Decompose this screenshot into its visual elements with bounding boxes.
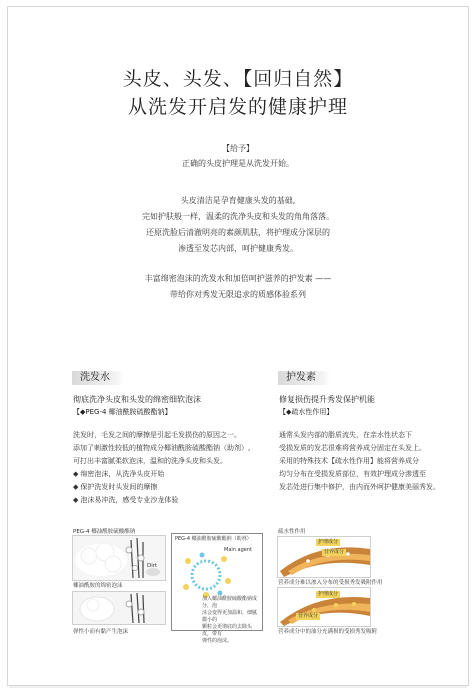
care-ingredient-label-c: 护理成分 <box>318 591 339 597</box>
conditioner-body-line: 通常头发内部的脂质流失，在亲水性状态下 <box>279 431 412 439</box>
intro-p1-line: 完如护肤般一样，温柔的洗净头皮和头发的角角落落。 <box>142 212 334 221</box>
intro-p1-line: 还原洗脸后清澈明亮的素颜肌肤，将护理成分深层的 <box>146 228 330 237</box>
foam-figure-title: PEG-4 椰油酰胺硫酸酯钠 <box>73 529 136 535</box>
conditioner-heading: 修复损伤提升秀发保护机能 <box>279 395 375 404</box>
shampoo-bullet: ◆ 泡沫易冲洗，感受专业沙龙体验 <box>73 494 268 507</box>
detail-title: PEG-4 椰油酰胺硫酸酯钠（助剂） <box>175 536 252 542</box>
intro-tag: 【给予】 <box>222 144 254 153</box>
peg4-detail-box <box>171 533 263 644</box>
page-title-line2: 从洗发开启发的健康护理 <box>127 96 348 118</box>
intro-p1-line: 头皮清洁是孕育健康头发的基础, <box>180 196 296 205</box>
foam-illustration <box>73 536 165 580</box>
intro-p2-line: 丰富绵密泡沫的洗发水和加倍呵护滋养的护发素 —— <box>144 274 332 283</box>
conditioner-column <box>279 393 459 494</box>
nutrient-label-d: 营养成分 <box>298 613 319 619</box>
conditioner-section-tab: 护发素 <box>278 371 330 385</box>
conditioner-body-line: 发芯处进行集中修护，由内而外呵护健康美丽秀发。 <box>279 483 440 491</box>
intro-p2-line: 带给你对秀发无限追求的质感体验系列 <box>170 290 306 299</box>
shampoo-body-line: 添加了刺激性较低的植物成分椰油酰胺硫酸酯钠（助剂）, <box>73 444 251 452</box>
shampoo-body-line: 洗发时，毛发之间的摩擦是引起毛发损伤的原因之一。 <box>73 431 241 439</box>
shampoo-ingredient: 【◆PEG-4 椰油酰胺硫酸酯钠】 <box>73 408 172 416</box>
care-ingredient-label-a: 护理成分 <box>318 539 339 545</box>
detail-text-line: 加入椰油酰胺硫酸酯钠成分，泡 <box>202 596 258 609</box>
foam-photo-2 <box>72 591 166 625</box>
conditioner-body-line: 采用的特殊技术【疏水性作用】能将营养成分 <box>279 457 419 465</box>
detail-text-line: 弹性的泡沫。 <box>202 638 233 644</box>
conditioner-body-line: 受损发质的发芯很难将营养成分固定在头发上。 <box>279 444 426 452</box>
micelle-diagram <box>178 549 234 599</box>
hair-caption-1: 营养成分难以渗入分布的受损秀发吸附作用 <box>278 580 383 586</box>
shampoo-bullet: ◆ 保护洗发时头发间的摩擦 <box>73 481 268 494</box>
shampoo-bullet: ◆ 绵密泡沫，从洗净头皮开始 <box>73 468 268 481</box>
detail-text-line: 颗粒会更彻底的去除头皮，带有 <box>202 624 253 637</box>
shampoo-column <box>73 393 268 507</box>
foam-hand-illustration <box>73 592 165 624</box>
detail-text-block <box>202 596 260 645</box>
shampoo-heading: 彻底洗净头皮和头发的绵密细软泡沫 <box>73 395 201 404</box>
foam-caption-2: 弹性小而有黏产生泡沫 <box>73 629 129 635</box>
dirt-label: Dirt <box>147 563 158 569</box>
intro-lead: 正确的头皮护理是从洗发开始。 <box>182 159 294 168</box>
main-agent-label: Main agent <box>224 547 252 553</box>
detail-text-line: 沫会变得更加温和，细腻微小的 <box>202 610 258 623</box>
page-title-line1: 头皮、头发、【回归自然】 <box>122 68 354 90</box>
conditioner-body-line: 均匀分布在受损发质部位，有效护理成分渗透至 <box>279 470 426 478</box>
shampoo-section-tab: 洗发水 <box>72 371 124 385</box>
hydrophobic-figure-title: 疏水性作用 <box>278 529 306 535</box>
foam-caption-1: 椰油酰胺的绵密泡沫 <box>73 583 123 589</box>
conditioner-ingredient: 【◆疏水性作用】 <box>279 408 334 416</box>
hair-caption-2: 营养成分中的油分充满损的受损秀发吸附 <box>278 629 378 635</box>
foam-photo-1 <box>72 535 166 581</box>
intro-p1-line: 渗透至发芯内部，呵护健康秀发。 <box>178 244 298 253</box>
nutrient-label-b: 营养成分 <box>324 549 345 555</box>
shampoo-body-line: 可打出丰富腻柔软泡沫，温和的洗净头皮和头发。 <box>73 457 227 465</box>
